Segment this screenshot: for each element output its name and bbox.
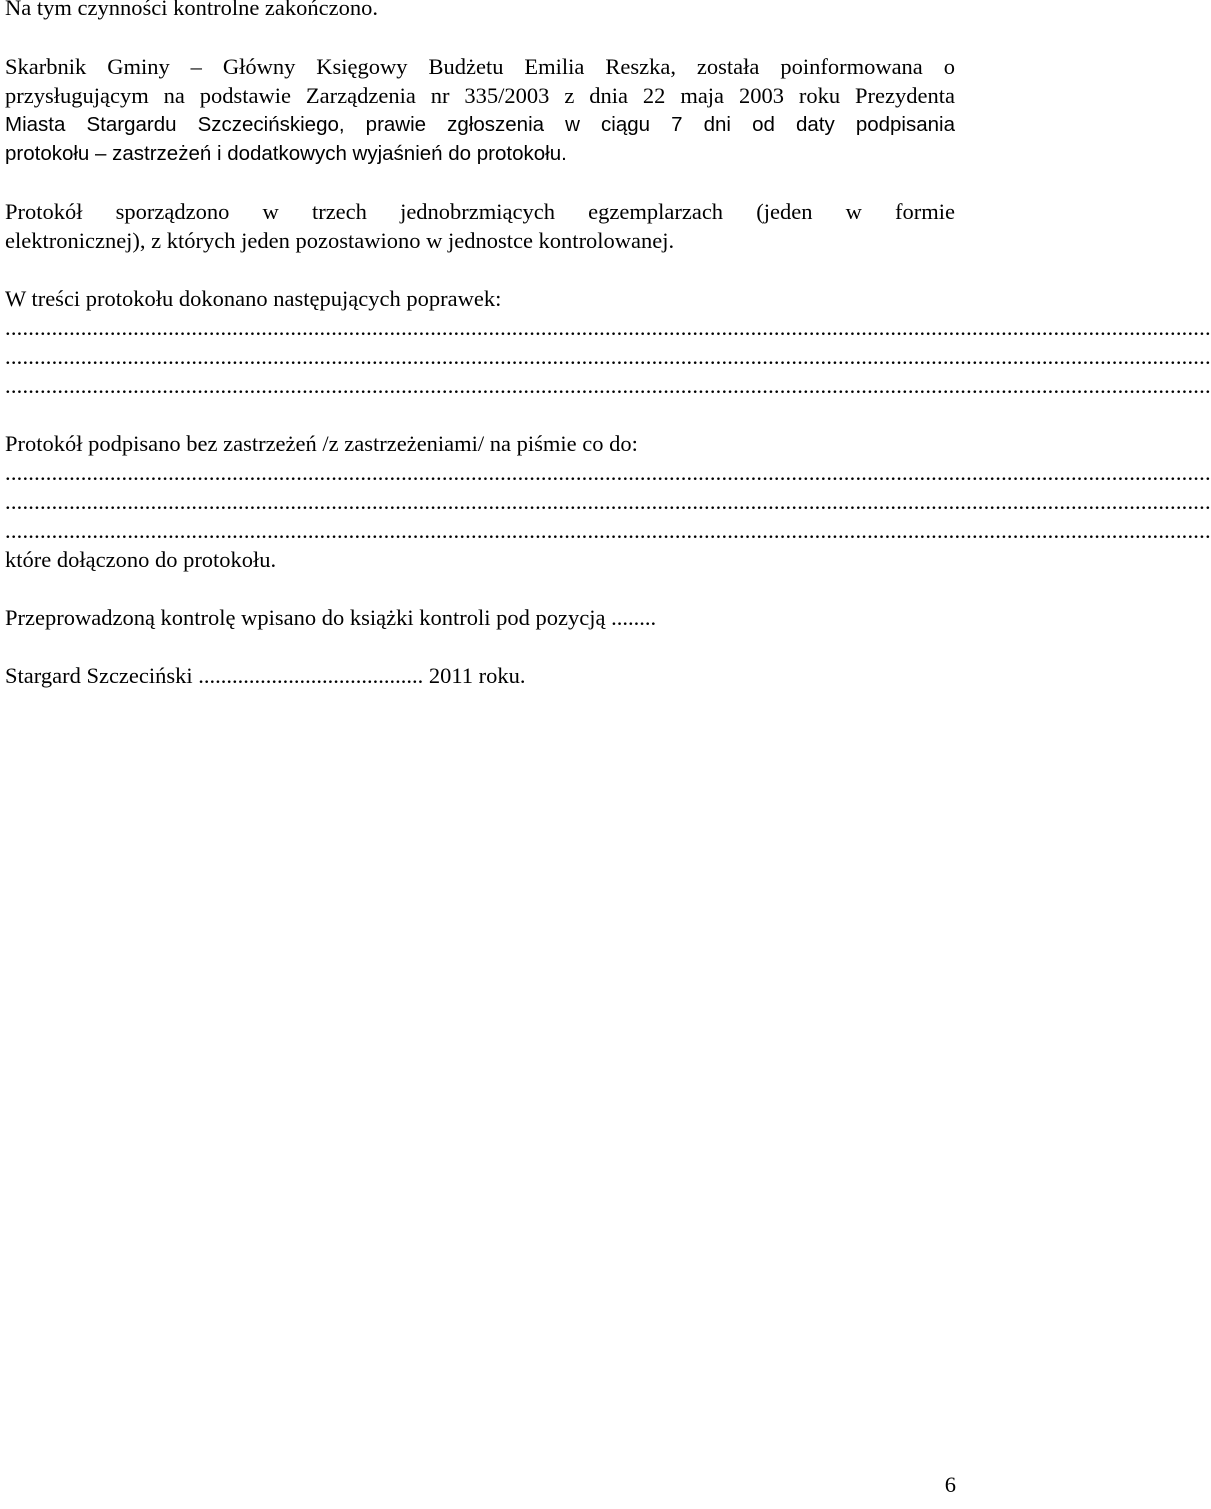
corrections-dot-line-3: ...............................................................................................................................................................................................................: [5, 373, 1211, 398]
corrections-dot-line-1: ...............................................................................................................................................................................................................: [5, 315, 1211, 340]
paragraph-treasurer-line-4: protokołu – zastrzeżeń i dodatkowych wyjaśnień do protokołu.: [5, 142, 567, 165]
signing-dot-line-1: ...............................................................................................................................................................................................................: [5, 460, 1211, 485]
paragraph-treasurer-line-1: Skarbnik Gminy – Główny Księgowy Budżetu Emilia Reszka, została poinformowana o: [5, 54, 955, 79]
corrections-heading: W treści protokołu dokonano następujących poprawek:: [5, 286, 502, 311]
signing-dot-line-2: ...............................................................................................................................................................................................................: [5, 489, 1211, 514]
corrections-dot-line-2: ...............................................................................................................................................................................................................: [5, 344, 1211, 369]
place-and-date: Stargard Szczeciński ........................................ 2011 roku.: [5, 663, 526, 688]
paragraph-copies-line-2: elektronicznej), z których jeden pozostawiono w jednostce kontrolowanej.: [5, 228, 675, 253]
signing-statement: Protokół podpisano bez zastrzeżeń /z zastrzeżeniami/ na piśmie co do:: [5, 431, 638, 456]
page-number: 6: [944, 1472, 956, 1497]
paragraph-treasurer-line-2: przysługującym na podstawie Zarządzenia nr 335/2003 z dnia 22 maja 2003 roku Prezydenta: [5, 83, 955, 108]
signing-dot-line-3: ...............................................................................................................................................................................................................: [5, 518, 1211, 543]
attachment-note: które dołączono do protokołu.: [5, 547, 277, 572]
closing-statement: Na tym czynności kontrolne zakończono.: [5, 0, 379, 20]
paragraph-copies-line-1: Protokół sporządzono w trzech jednobrzmiących egzemplarzach (jeden w formie: [5, 199, 955, 224]
control-book-entry: Przeprowadzoną kontrolę wpisano do książki kontroli pod pozycją ........: [5, 605, 657, 630]
paragraph-treasurer-line-3: Miasta Stargardu Szczecińskiego, prawie zgłoszenia w ciągu 7 dni od daty podpisania: [5, 113, 955, 136]
